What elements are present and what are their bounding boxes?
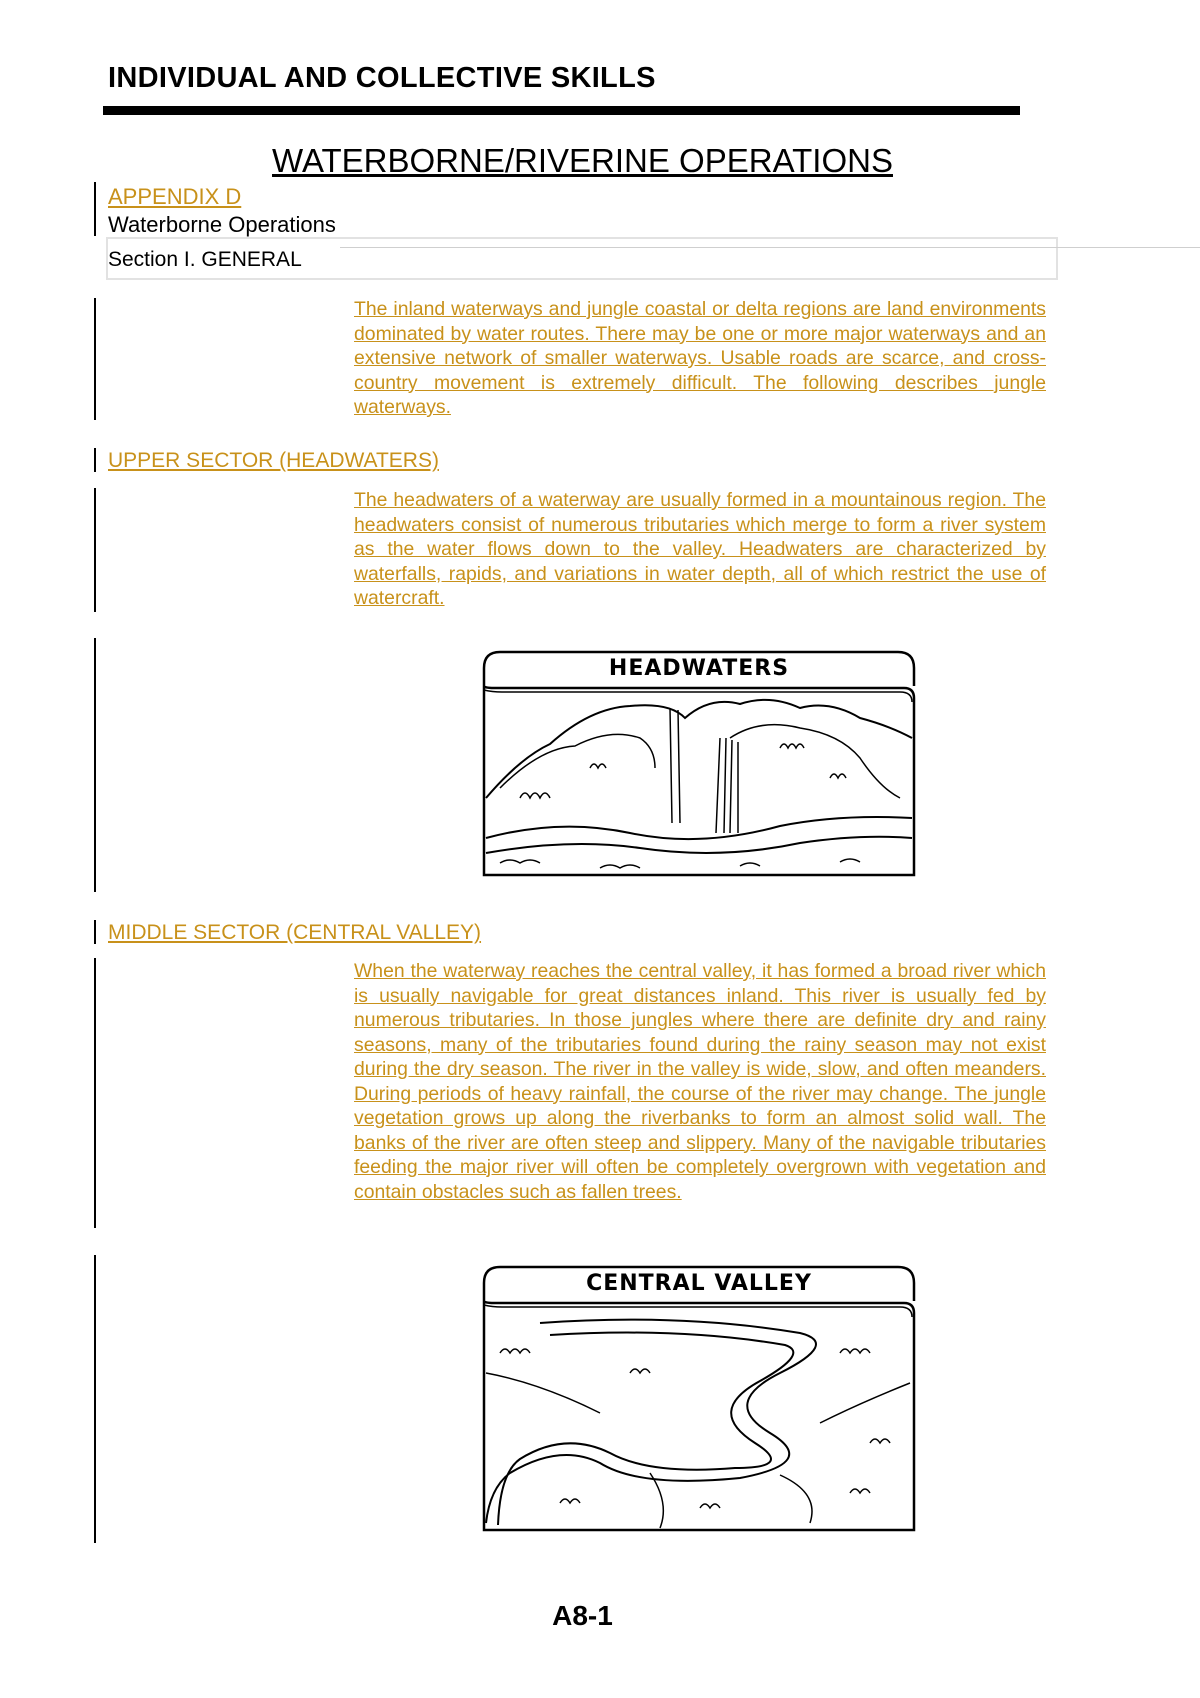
headwaters-figure	[480, 648, 918, 878]
change-bar	[94, 638, 96, 892]
change-bar	[94, 1255, 96, 1543]
upper-sector-paragraph[interactable]: The headwaters of a waterway are usually formed in a mountainous region. The headwaters consist of numerous tributaries which merge to form a river system as the water flows down to the valley. Headwaters are characterized by waterfalls, rapids, and variations in water depth, all of which restrict the use of watercraft.	[354, 489, 1046, 609]
headwaters-figure-label: HEADWATERS	[608, 656, 790, 681]
central-valley-figure-label: CENTRAL VALLEY	[586, 1271, 812, 1296]
document-header-title: INDIVIDUAL AND COLLECTIVE SKILLS	[108, 62, 656, 94]
change-bar	[94, 958, 96, 1228]
change-bar	[94, 298, 96, 420]
section-heading: Section I. GENERAL	[108, 248, 302, 271]
central-valley-figure	[480, 1263, 918, 1533]
middle-sector-paragraph[interactable]: When the waterway reaches the central valley, it has formed a broad river which is usually navigable for great distances inland. This river is usually fed by numerous tributaries. In those jungles where there are definite dry and rainy seasons, many of the tributaries found during the rainy season may not exist during the dry season. The river in the valley is wide, slow, and often meanders. During periods of heavy rainfall, the course of the river may change. The jungle vegetation grows up along the riverbanks to form an almost solid wall. The banks of the river are often steep and slippery. Many of the navigable tributaries feeding the major river will often be completely overgrown with vegetation and contain obstacles such as fallen trees.	[354, 960, 1046, 1203]
change-bar	[94, 488, 96, 612]
section-rule	[340, 247, 1200, 248]
upper-sector-heading[interactable]: UPPER SECTOR (HEADWATERS)	[108, 449, 439, 472]
change-bar	[94, 448, 96, 472]
middle-sector-heading[interactable]: MIDDLE SECTOR (CENTRAL VALLEY)	[108, 921, 482, 944]
page-number: A8-1	[552, 1600, 613, 1631]
page-title: WATERBORNE/RIVERINE OPERATIONS	[272, 142, 893, 179]
intro-paragraph[interactable]: The inland waterways and jungle coastal or delta regions are land environments dominated by water routes. There may be one or more major waterways and an extensive network of smaller waterways. Usable roads are scarce, and cross-country movement is extremely difficult. The following describes jungle waterways.	[354, 298, 1046, 418]
appendix-subtitle: Waterborne Operations	[108, 212, 336, 237]
change-bar	[94, 182, 96, 236]
header-rule	[103, 106, 1020, 115]
change-bar	[94, 920, 96, 944]
appendix-link[interactable]: APPENDIX D	[108, 184, 242, 209]
